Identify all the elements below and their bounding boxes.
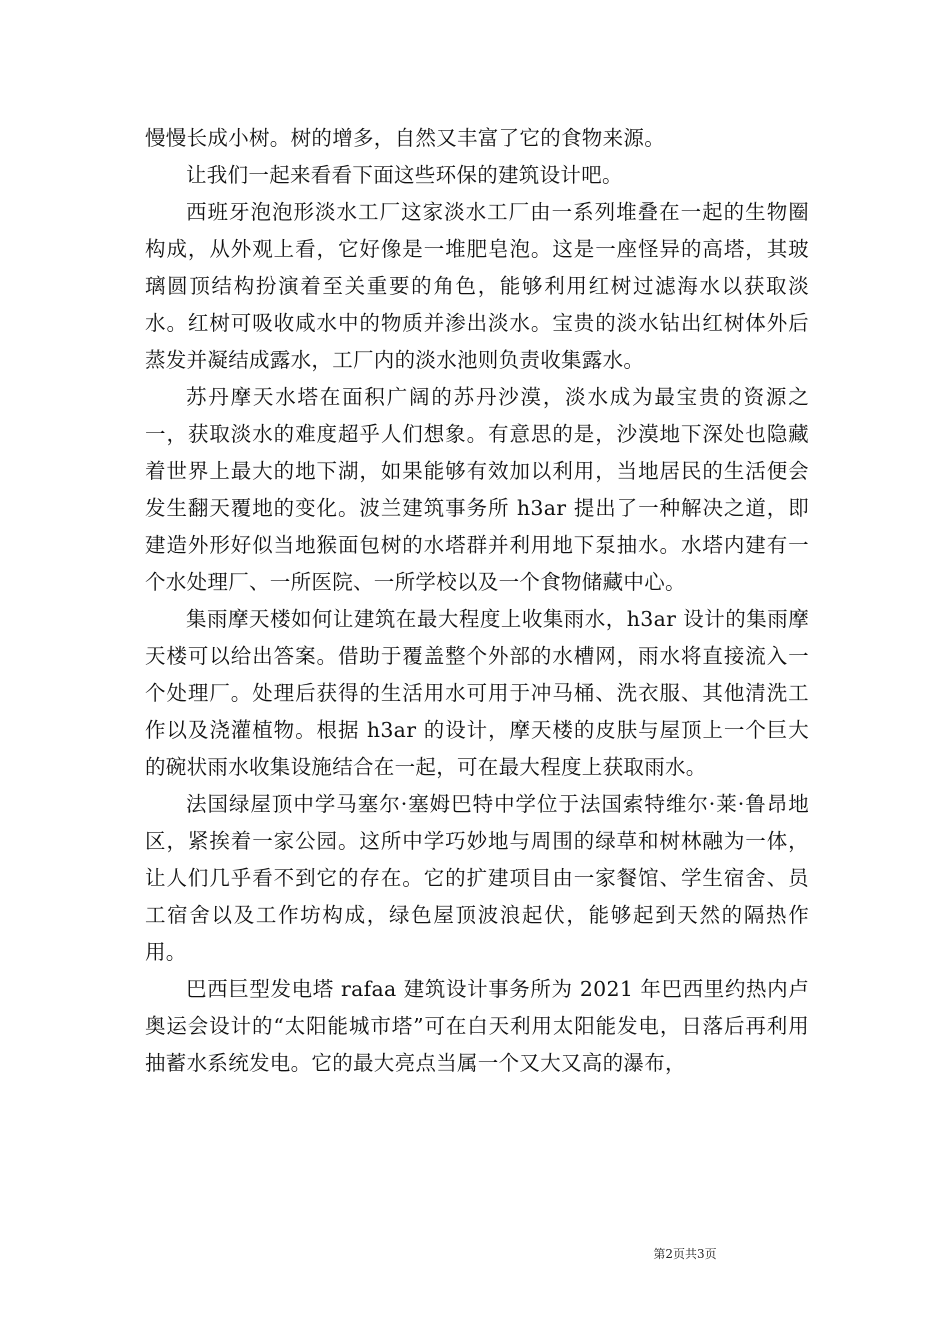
document-body (145, 120, 809, 1082)
page-footer (0, 1246, 950, 1262)
paragraph-rain-skyscraper: 集雨摩天楼如何让建筑在最大程度上收集雨水，h3ar 设计的集雨摩天楼可以给出答案。借助于覆盖整个外部的水槽网，雨水将直接流入一个处理厂。处理后获得的生活用水可用于冲马桶、洗衣服、其他清洗工作以及浇灌植物。根据 h3ar 的设计，摩天楼的皮肤与屋顶上一个巨大的碗状雨水收集设施结合在一起，可在最大程度上获取雨水。 (145, 607, 809, 779)
paragraph-intro: 让我们一起来看看下面这些环保的建筑设计吧。 (186, 163, 623, 187)
paragraph-continuation: 慢慢长成小树。树的增多，自然又丰富了它的食物来源。 (145, 126, 665, 150)
paragraph-spain-bubble-factory: 西班牙泡泡形淡水工厂这家淡水工厂由一系列堆叠在一起的生物圈构成，从外观上看，它好像是一堆肥皂泡。这是一座怪异的高塔，其玻璃圆顶结构扮演着至关重要的角色，能够利用红树过滤海水以获取淡水。红树可吸收咸水中的物质并渗出淡水。宝贵的淡水钻出红树体外后蒸发并凝结成露水，工厂内的淡水池则负责收集露水。 (145, 200, 809, 372)
page-number: 第2页共3页 (653, 1247, 717, 1261)
paragraph-sudan-water-tower: 苏丹摩天水塔在面积广阔的苏丹沙漠，淡水成为最宝贵的资源之一，获取淡水的难度超乎人们想象。有意思的是，沙漠地下深处也隐藏着世界上最大的地下湖，如果能够有效加以利用，当地居民的生活便会发生翻天覆地的变化。波兰建筑事务所 h3ar 提出了一种解决之道，即建造外形好似当地猴面包树的水塔群并利用地下泵抽水。水塔内建有一个水处理厂、一所医院、一所学校以及一个食物储藏中心。 (145, 385, 809, 594)
paragraph-brazil-power-tower: 巴西巨型发电塔 rafaa 建筑设计事务所为 2021 年巴西里约热内卢奥运会设计的“太阳能城市塔”可在白天利用太阳能发电，日落后再利用抽蓄水系统发电。它的最大亮点当属一个又大又高的瀑布， (145, 977, 809, 1075)
paragraph-france-green-roof-school: 法国绿屋顶中学马塞尔·塞姆巴特中学位于法国索特维尔·莱·鲁昂地区，紧挨着一家公园。这所中学巧妙地与周围的绿草和树林融为一体，让人们几乎看不到它的存在。它的扩建项目由一家餐馆、学生宿舍、员工宿舍以及工作坊构成，绿色屋顶波浪起伏，能够起到天然的隔热作用。 (145, 792, 809, 964)
